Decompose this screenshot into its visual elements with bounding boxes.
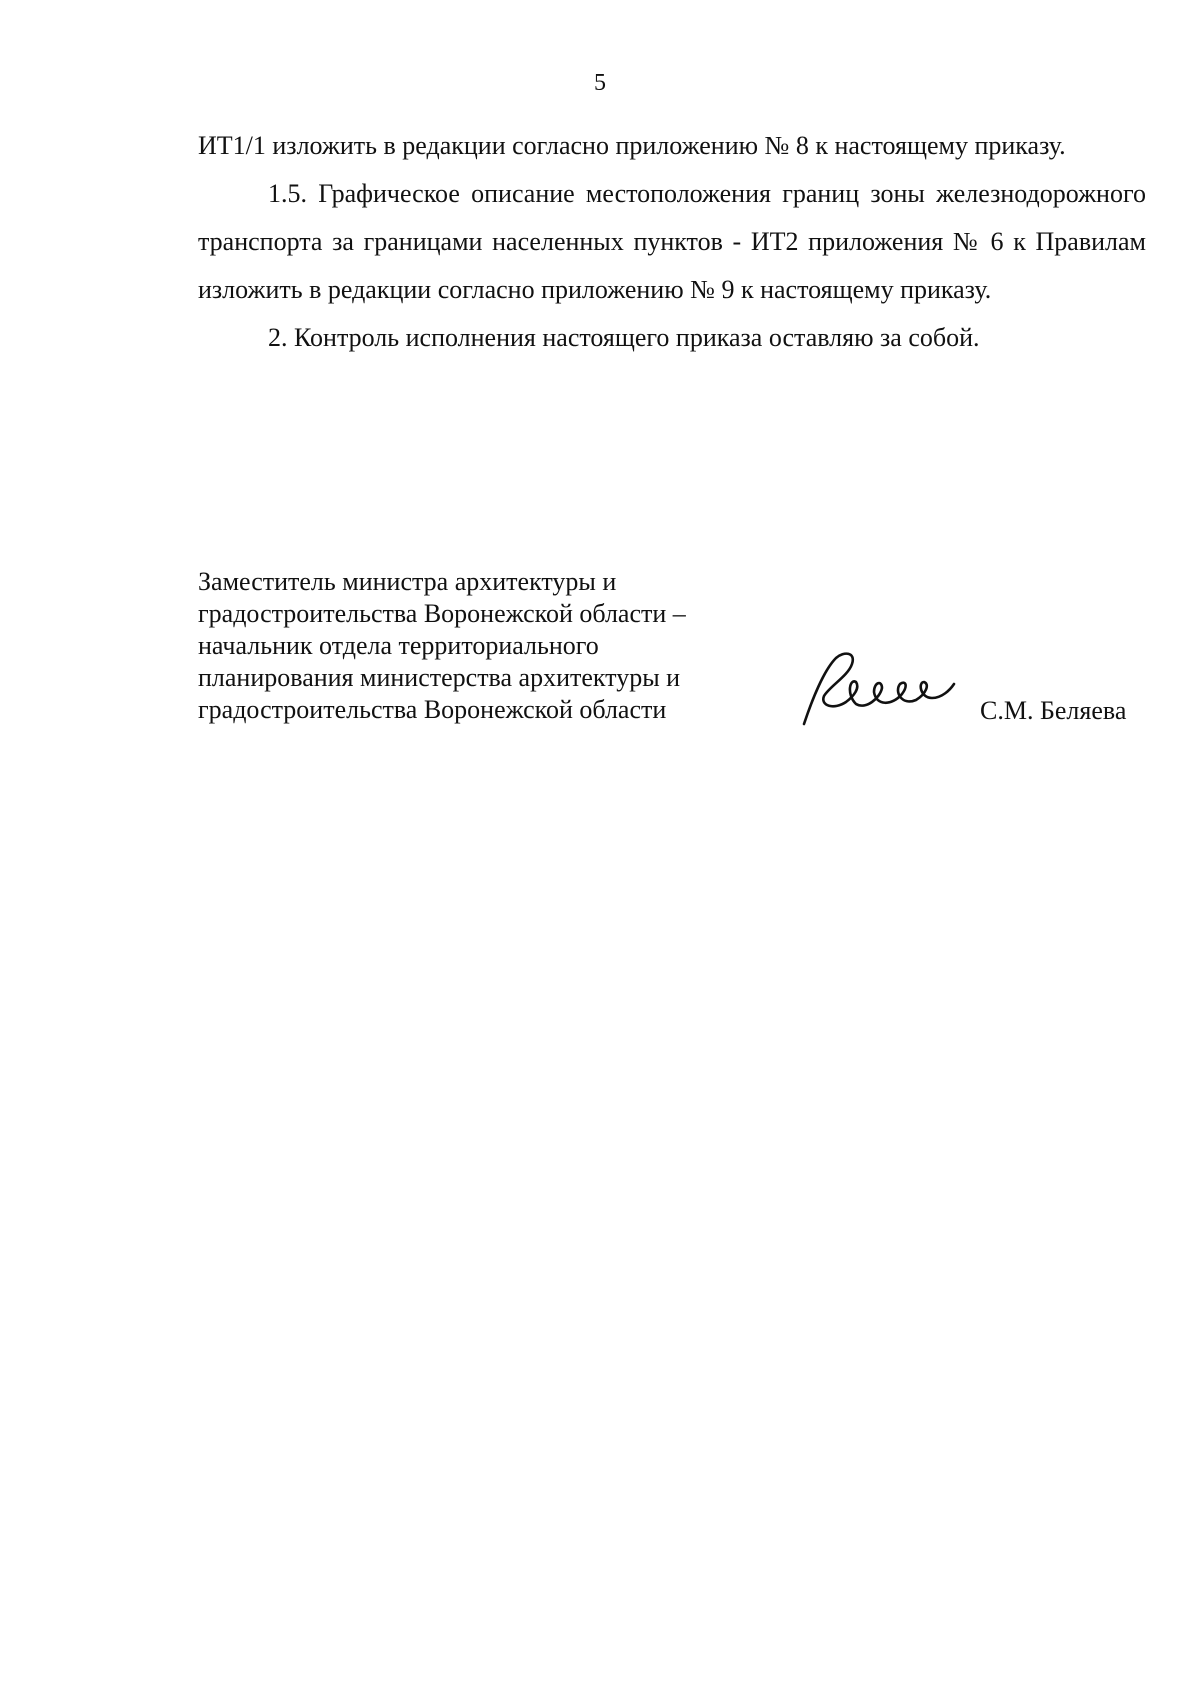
signer-name: С.М. Беляева <box>980 696 1127 725</box>
paragraph-item-2: 2. Контроль исполнения настоящего приказа оставляю за собой. <box>268 323 980 352</box>
position-line: градостроительства Воронежской области <box>198 695 667 724</box>
position-line: градостроительства Воронежской области – <box>198 599 686 628</box>
handwritten-signature <box>790 648 960 728</box>
position-line: планирования министерства архитектуры и <box>198 663 681 692</box>
document-body <box>198 122 1146 362</box>
paragraph-item-1-5: 1.5. Графическое описание местоположения границ зоны железнодорожного транспорта за границами населенных пунктов - ИТ2 приложения № 6 к Правилам изложить в редакции согласно приложению № 9 к настоящему приказу. <box>198 179 1146 304</box>
signatory-position <box>198 566 758 726</box>
page-number: 5 <box>594 70 606 96</box>
paragraph-continuation: ИТ1/1 изложить в редакции согласно приложению № 8 к настоящему приказу. <box>198 131 1066 160</box>
position-line: Заместитель министра архитектуры и <box>198 567 617 596</box>
position-line: начальник отдела территориального <box>198 631 599 660</box>
